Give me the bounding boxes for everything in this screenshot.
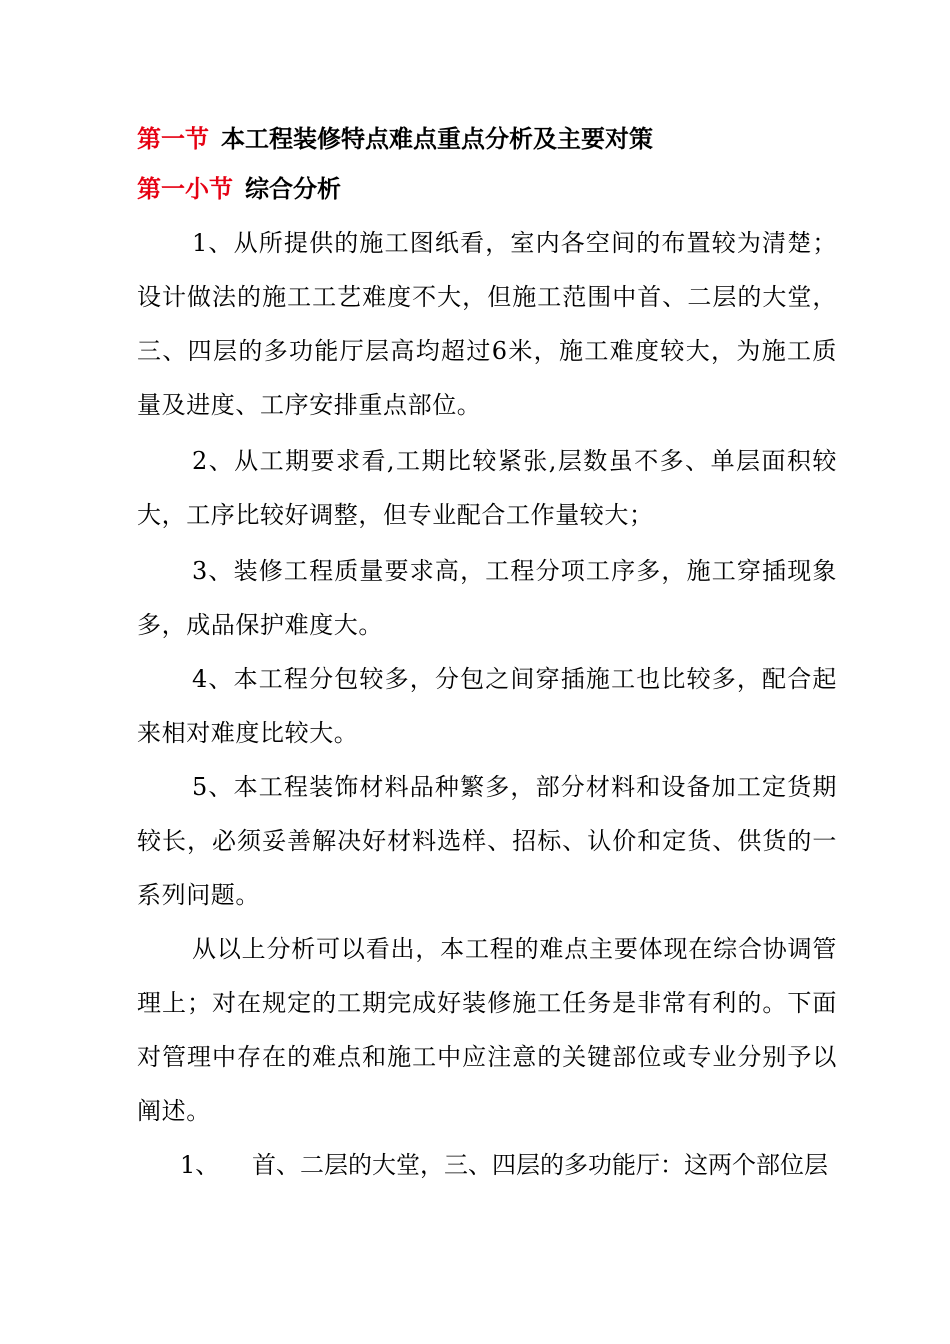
paragraph-2: 2、从工期要求看,工期比较紧张,层数虽不多、单层面积较大，工序比较好调整，但专业配合工作量较大；: [137, 447, 837, 529]
section-title: 本工程装修特点难点重点分析及主要对策: [221, 125, 653, 153]
list-item: [180, 1138, 828, 1192]
subsection-title: 综合分析: [245, 175, 341, 203]
paragraph-4: 4、本工程分包较多，分包之间穿插施工也比较多，配合起来相对难度比较大。: [137, 665, 837, 747]
list-item-text: 首、二层的大堂，三、四层的多功能厅：这两个部位层: [252, 1151, 828, 1179]
section-number: 第一节: [137, 125, 209, 153]
subsection-number: 第一小节: [137, 175, 233, 203]
subsection-heading: [137, 174, 341, 204]
paragraph-3: 3、装修工程质量要求高，工程分项工序多，施工穿插现象多，成品保护难度大。: [137, 557, 837, 639]
paragraph-summary: 从以上分析可以看出，本工程的难点主要体现在综合协调管理上；对在规定的工期完成好装修施工任务是非常有利的。下面对管理中存在的难点和施工中应注意的关键部位或专业分别予以阐述。: [137, 935, 837, 1125]
paragraph-1: 1、从所提供的施工图纸看，室内各空间的布置较为清楚；设计做法的施工工艺难度不大，但施工范围中首、二层的大堂，三、四层的多功能厅层高均超过6米，施工难度较大，为施工质量及进度、工序安排重点部位。: [137, 229, 837, 419]
paragraph-5: 5、本工程装饰材料品种繁多，部分材料和设备加工定货期较长，必须妥善解决好材料选样、招标、认价和定货、供货的一系列问题。: [137, 773, 837, 909]
section-heading: [137, 124, 653, 154]
list-item-number: 1、: [180, 1151, 220, 1179]
